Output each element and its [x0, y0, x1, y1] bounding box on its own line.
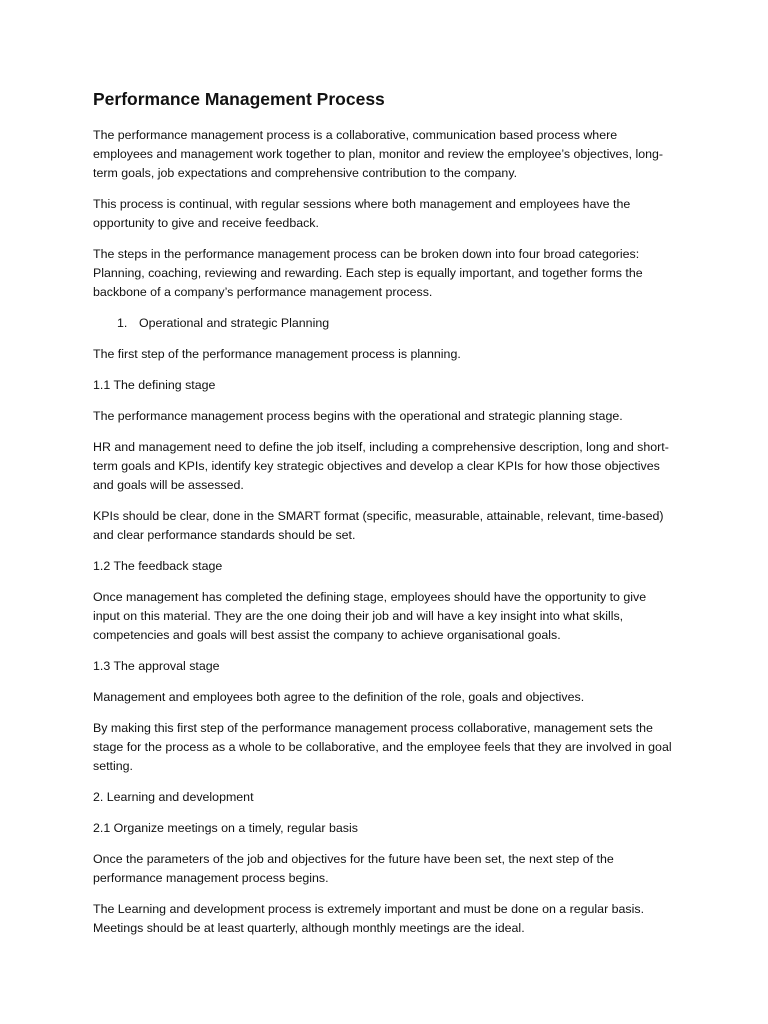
paragraph-kpis: KPIs should be clear, done in the SMART format (specific, measurable, attainable, relevant, time-based) and clear performance standards should be set. [93, 509, 664, 542]
list-number: 1. [117, 316, 128, 330]
subheading-meetings: 2.1 Organize meetings on a timely, regular basis [93, 821, 358, 835]
paragraph-first-step: The first step of the performance management process is planning. [93, 347, 461, 361]
paragraph-collaborative: By making this first step of the performance management process collaborative, management sets the stage for the process as a whole to be collaborative, and the employee feels that they are involved in goal setting. [93, 721, 672, 773]
paragraph-continual: This process is continual, with regular sessions where both management and employees have the opportunity to give and receive feedback. [93, 197, 631, 230]
paragraph-hr-define: HR and management need to define the job itself, including a comprehensive description, long and short-term goals and KPIs, identify key strategic objectives and develop a clear KPIs for how those objectives and goals will be assessed. [93, 440, 669, 492]
paragraph-learning-process: The Learning and development process is extremely important and must be done on a regular basis. Meetings should be at least quarterly, although monthly meetings are the ideal. [93, 902, 645, 935]
subheading-approval-stage: 1.3 The approval stage [93, 659, 220, 673]
document-page [93, 87, 675, 950]
list-item-planning [93, 314, 675, 333]
document-title: Performance Management Process [93, 89, 385, 109]
heading-learning-development: 2. Learning and development [93, 790, 254, 804]
paragraph-parameters: Once the parameters of the job and objectives for the future have been set, the next step of the performance management process begins. [93, 852, 614, 885]
paragraph-feedback: Once management has completed the defining stage, employees should have the opportunity to give input on this material. They are the one doing their job and will have a key insight into what skills, competencies and goals will best assist the company to achieve organisational goals. [93, 590, 647, 642]
list-item-label: Operational and strategic Planning [139, 316, 330, 330]
paragraph-defining-begins: The performance management process begins with the operational and strategic planning stage. [93, 409, 623, 423]
paragraph-intro: The performance management process is a collaborative, communication based process where employees and management work together to plan, monitor and review the employee’s objectives, long-term goals, job expectations and comprehensive contribution to the company. [93, 128, 664, 180]
subheading-defining-stage: 1.1 The defining stage [93, 378, 216, 392]
paragraph-steps: The steps in the performance management process can be broken down into four broad categories: Planning, coaching, reviewing and rewarding. Each step is equally important, and together forms the backbone of a company’s performance management process. [93, 247, 643, 299]
paragraph-agree: Management and employees both agree to the definition of the role, goals and objectives. [93, 690, 585, 704]
subheading-feedback-stage: 1.2 The feedback stage [93, 559, 223, 573]
